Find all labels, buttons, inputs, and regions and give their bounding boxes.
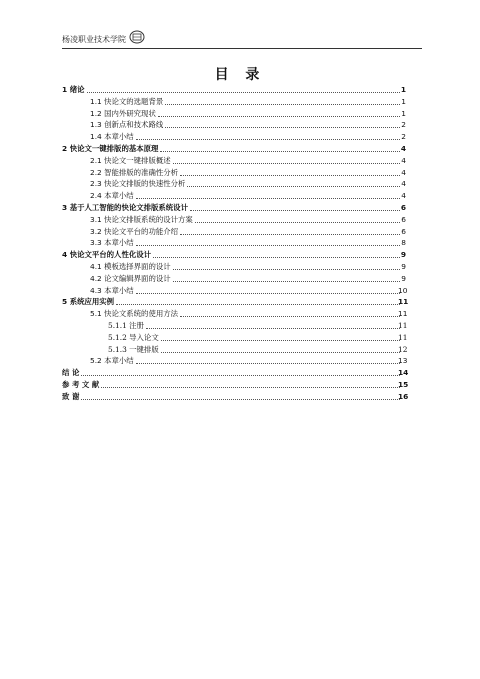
toc-entry[interactable] [62, 391, 409, 402]
toc-entry[interactable] [62, 226, 406, 237]
toc-page-number: 15 [398, 380, 409, 389]
toc-entry-label: 3.3 本章小结 [90, 238, 134, 248]
toc-page-number: 4 [401, 191, 406, 201]
toc-leader-dots [87, 92, 400, 93]
toc-entry[interactable] [62, 273, 406, 284]
toc-entry-label: 1.3 创新点和技术路线 [90, 120, 164, 130]
toc-entry[interactable] [62, 308, 406, 319]
toc-page-number: 4 [401, 155, 406, 165]
toc-entry[interactable] [62, 202, 406, 213]
toc-page-number: 1 [400, 85, 406, 94]
toc-page-number: 9 [401, 262, 406, 271]
toc-page-number: 8 [401, 238, 406, 248]
toc-entry-label: 3.1 快论文排版系统的设计方案 [90, 214, 193, 224]
toc-leader-dots [116, 304, 400, 305]
toc-entry[interactable] [62, 96, 406, 107]
toc-entry-label: 2.1 快论文一键排版概述 [90, 155, 171, 165]
toc-page-number: 6 [401, 214, 406, 224]
toc-page-number: 4 [401, 167, 406, 177]
toc-leader-dots [158, 116, 400, 117]
toc-page-number: 11 [398, 321, 408, 330]
toc-page-number: 2 [401, 120, 406, 130]
toc-entry-label: 致 谢 [62, 391, 80, 401]
toc-entry-label: 5.1 快论文系统的使用方法 [90, 309, 179, 319]
toc-entry[interactable] [62, 355, 406, 366]
toc-entry-label: 2.3 快论文排版的快速性分析 [90, 179, 186, 189]
toc-entry-label: 5.2 本章小结 [90, 356, 134, 366]
toc-entry[interactable] [62, 143, 406, 154]
toc-entry[interactable] [62, 84, 406, 95]
toc-entry-label: 1.1 快论文的选题背景 [90, 96, 164, 106]
page-header [62, 30, 422, 48]
toc-leader-dots [173, 163, 400, 164]
toc-entry[interactable] [62, 367, 409, 378]
toc-leader-dots [173, 269, 400, 270]
toc-entry[interactable] [62, 237, 406, 248]
toc-entry-label: 1 绪论 [62, 85, 85, 94]
toc-entry[interactable] [62, 190, 406, 201]
toc-entry[interactable] [62, 155, 406, 166]
toc-entry[interactable] [62, 285, 406, 296]
toc-entry-label: 5.1.1 注册 [108, 321, 144, 330]
toc-leader-dots [136, 245, 400, 246]
toc-entry-label: 5.1.3 一键排版 [108, 344, 159, 354]
toc-leader-dots [136, 139, 400, 140]
toc-entry[interactable] [62, 344, 406, 355]
toc-entry-label: 3 基于人工智能的快论文排版系统设计 [62, 203, 188, 212]
toc-page-number: 14 [398, 368, 409, 378]
toc-entry[interactable] [62, 119, 406, 130]
toc-page-number: 11 [398, 332, 408, 342]
toc-entry-label: 2 快论文一键排版的基本原理 [62, 144, 159, 153]
toc-leader-dots [180, 316, 400, 317]
toc-entry[interactable] [62, 249, 406, 260]
header-rule [62, 48, 422, 49]
toc-leader-dots [160, 151, 400, 152]
toc-page-number: 4 [400, 144, 406, 153]
toc-entry[interactable] [62, 296, 409, 307]
toc-entry[interactable] [62, 261, 406, 272]
toc-entry-label: 5.1.2 导入论文 [108, 332, 159, 342]
toc-leader-dots [136, 198, 400, 199]
toc-entry[interactable] [62, 167, 406, 178]
toc-page-number: 12 [398, 344, 408, 354]
toc-entry[interactable] [62, 320, 406, 331]
toc-leader-dots [187, 186, 400, 187]
toc-entry-label: 5 系统应用实例 [62, 297, 115, 307]
institution-name: 杨凌职业技术学院 [62, 35, 126, 44]
toc-page-number: 13 [398, 356, 408, 366]
toc-entry-label: 1.2 国内外研究现状 [90, 108, 156, 118]
toc-entry-label: 4.1 模板选择界面的设计 [90, 262, 171, 271]
toc-leader-dots [180, 175, 400, 176]
toc-entry-label: 结 论 [62, 368, 80, 378]
toc-entry-label: 3.2 快论文平台的功能介绍 [90, 226, 179, 236]
toc-page-number: 1 [401, 96, 406, 106]
institution-logo-icon [129, 30, 145, 44]
toc-entry-label: 4.3 本章小结 [90, 285, 134, 295]
toc-entry-label: 2.4 本章小结 [90, 191, 134, 201]
toc-entry-label: 1.4 本章小结 [90, 132, 134, 142]
toc-leader-dots [161, 340, 400, 341]
toc-leader-dots [161, 352, 400, 353]
toc-page-number: 2 [401, 132, 406, 142]
toc-page-number: 6 [400, 203, 406, 212]
toc-leader-dots [190, 210, 400, 211]
toc-page-number: 10 [398, 285, 408, 295]
toc-entry-label: 4 快论文平台的人性化设计 [62, 250, 152, 260]
toc-entry[interactable] [62, 108, 406, 119]
toc-page-number: 9 [400, 250, 406, 260]
toc-leader-dots [165, 127, 400, 128]
toc-entry[interactable] [62, 131, 406, 142]
toc-entry-label: 参 考 文 献 [62, 380, 100, 389]
toc-leader-dots [81, 399, 400, 400]
toc-leader-dots [180, 234, 400, 235]
toc-page-number: 16 [398, 391, 409, 401]
toc-page-number: 9 [401, 273, 406, 283]
toc-page-number: 4 [401, 179, 406, 189]
toc-page-number: 11 [398, 297, 409, 307]
toc-entry[interactable] [62, 332, 406, 343]
page-title: 目 录 [214, 67, 266, 83]
toc-page-number: 1 [401, 108, 406, 118]
toc-page-number: 11 [398, 309, 408, 319]
toc-leader-dots [81, 375, 400, 376]
toc-leader-dots [101, 387, 400, 388]
toc-leader-dots [146, 328, 400, 329]
toc-entry-label: 4.2 论文编辑界面的设计 [90, 273, 171, 283]
toc-entry-label: 2.2 智能排版的准确性分析 [90, 167, 179, 177]
toc-entry[interactable] [62, 214, 406, 225]
toc-entry[interactable] [62, 379, 409, 390]
toc-leader-dots [173, 281, 400, 282]
toc-leader-dots [136, 363, 400, 364]
toc-entry[interactable] [62, 178, 406, 189]
toc-leader-dots [153, 257, 400, 258]
toc-page-number: 6 [401, 226, 406, 236]
toc-leader-dots [165, 104, 400, 105]
toc-leader-dots [195, 222, 400, 223]
toc-leader-dots [136, 293, 400, 294]
